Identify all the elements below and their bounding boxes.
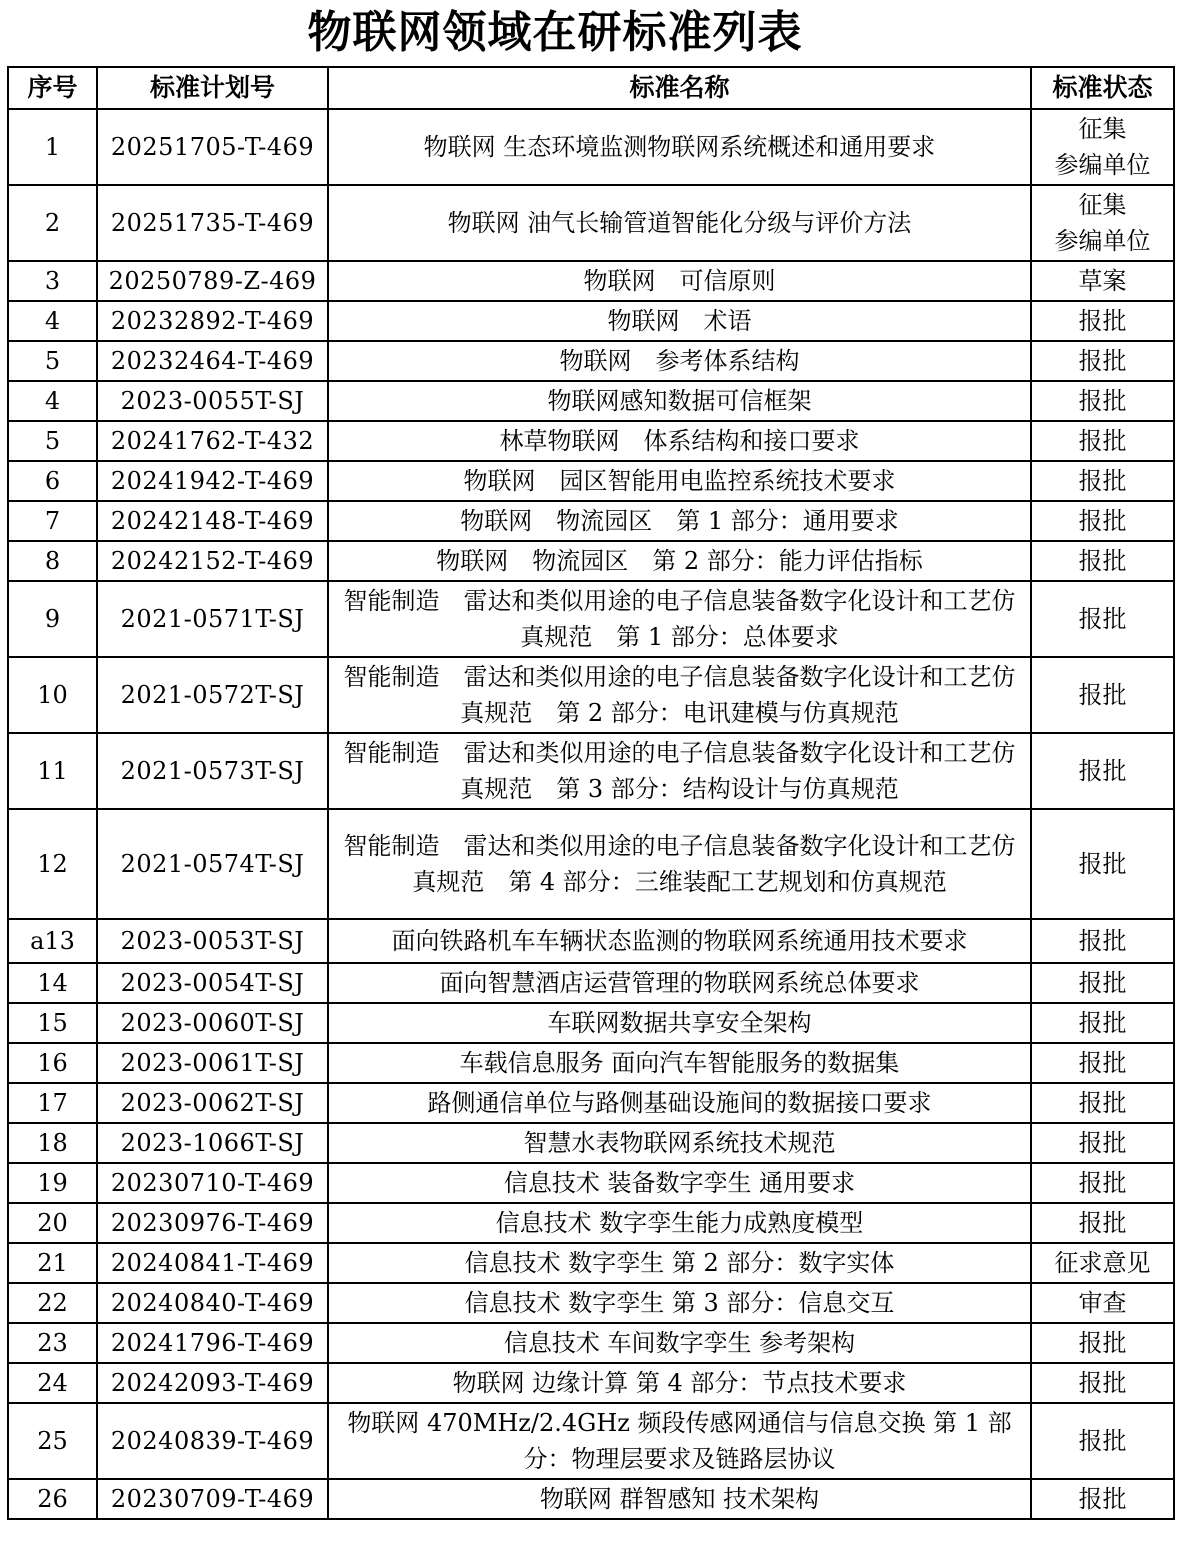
- cell-plan-number: 2023-0061T-SJ: [97, 1043, 328, 1083]
- cell-standard-status: 审查: [1031, 1283, 1174, 1323]
- cell-plan-number: 2021-0574T-SJ: [97, 809, 328, 919]
- cell-standard-status: 报批: [1031, 381, 1174, 421]
- cell-standard-name: 物联网 生态环境监测物联网系统概述和通用要求: [328, 109, 1031, 185]
- cell-index: 10: [8, 657, 97, 733]
- cell-plan-number: 2023-1066T-SJ: [97, 1123, 328, 1163]
- cell-standard-status: 报批: [1031, 809, 1174, 919]
- cell-standard-name: 智慧水表物联网系统技术规范: [328, 1123, 1031, 1163]
- cell-standard-status: 报批: [1031, 501, 1174, 541]
- cell-standard-name: 物联网 群智感知 技术架构: [328, 1479, 1031, 1519]
- cell-plan-number: 20240839-T-469: [97, 1403, 328, 1479]
- table-row: [8, 657, 1174, 733]
- cell-plan-number: 2023-0060T-SJ: [97, 1003, 328, 1043]
- cell-standard-status: 报批: [1031, 1043, 1174, 1083]
- cell-standard-name: 物联网 物流园区 第 2 部分：能力评估指标: [328, 541, 1031, 581]
- header-index: 序号: [8, 67, 97, 109]
- cell-index: 15: [8, 1003, 97, 1043]
- cell-standard-status: 报批: [1031, 1403, 1174, 1479]
- cell-standard-name: 面向智慧酒店运营管理的物联网系统总体要求: [328, 963, 1031, 1003]
- cell-standard-status: 征集 参编单位: [1031, 109, 1174, 185]
- cell-standard-status: 报批: [1031, 919, 1174, 963]
- table-row: [8, 381, 1174, 421]
- table-row: [8, 1283, 1174, 1323]
- cell-index: 12: [8, 809, 97, 919]
- table-body: [8, 109, 1174, 1519]
- cell-plan-number: 2023-0053T-SJ: [97, 919, 328, 963]
- table-row: [8, 1403, 1174, 1479]
- cell-standard-name: 物联网 术语: [328, 301, 1031, 341]
- cell-standard-status: 报批: [1031, 1083, 1174, 1123]
- cell-index: 14: [8, 963, 97, 1003]
- cell-standard-status: 报批: [1031, 1123, 1174, 1163]
- cell-plan-number: 2023-0062T-SJ: [97, 1083, 328, 1123]
- table-row: [8, 1043, 1174, 1083]
- cell-index: 1: [8, 109, 97, 185]
- table-row: [8, 541, 1174, 581]
- cell-standard-name: 物联网感知数据可信框架: [328, 381, 1031, 421]
- cell-standard-status: 报批: [1031, 1479, 1174, 1519]
- table-row: [8, 809, 1174, 919]
- cell-plan-number: 2023-0054T-SJ: [97, 963, 328, 1003]
- cell-plan-number: 20241942-T-469: [97, 461, 328, 501]
- cell-index: 18: [8, 1123, 97, 1163]
- cell-plan-number: 20240841-T-469: [97, 1243, 328, 1283]
- cell-plan-number: 20242148-T-469: [97, 501, 328, 541]
- cell-standard-name: 信息技术 数字孪生 第 3 部分：信息交互: [328, 1283, 1031, 1323]
- table-row: [8, 581, 1174, 657]
- cell-standard-status: 报批: [1031, 1003, 1174, 1043]
- cell-index: 20: [8, 1203, 97, 1243]
- table-row: [8, 461, 1174, 501]
- cell-index: 23: [8, 1323, 97, 1363]
- cell-standard-name: 物联网 可信原则: [328, 261, 1031, 301]
- cell-index: 25: [8, 1403, 97, 1479]
- cell-plan-number: 20230709-T-469: [97, 1479, 328, 1519]
- page-title: 物联网领域在研标准列表: [307, 7, 803, 58]
- cell-index: 4: [8, 381, 97, 421]
- cell-index: 21: [8, 1243, 97, 1283]
- cell-plan-number: 2021-0571T-SJ: [97, 581, 328, 657]
- table-row: [8, 501, 1174, 541]
- cell-standard-status: 报批: [1031, 1363, 1174, 1403]
- table-row: [8, 733, 1174, 809]
- cell-standard-status: 报批: [1031, 341, 1174, 381]
- table-row: [8, 261, 1174, 301]
- cell-standard-name: 信息技术 数字孪生 第 2 部分：数字实体: [328, 1243, 1031, 1283]
- cell-plan-number: 20241762-T-432: [97, 421, 328, 461]
- cell-standard-status: 报批: [1031, 581, 1174, 657]
- cell-plan-number: 20232892-T-469: [97, 301, 328, 341]
- cell-standard-status: 报批: [1031, 461, 1174, 501]
- cell-index: 2: [8, 185, 97, 261]
- cell-index: 22: [8, 1283, 97, 1323]
- cell-standard-status: 报批: [1031, 657, 1174, 733]
- cell-index: 5: [8, 421, 97, 461]
- cell-index: 17: [8, 1083, 97, 1123]
- table-row: [8, 1123, 1174, 1163]
- cell-standard-status: 草案: [1031, 261, 1174, 301]
- cell-index: 26: [8, 1479, 97, 1519]
- cell-plan-number: 2021-0573T-SJ: [97, 733, 328, 809]
- table-row: [8, 185, 1174, 261]
- table-row: [8, 963, 1174, 1003]
- table-row: [8, 1203, 1174, 1243]
- cell-standard-name: 信息技术 装备数字孪生 通用要求: [328, 1163, 1031, 1203]
- table-header-row: [8, 67, 1174, 109]
- cell-index: 19: [8, 1163, 97, 1203]
- cell-plan-number: 20230710-T-469: [97, 1163, 328, 1203]
- cell-standard-name: 面向铁路机车车辆状态监测的物联网系统通用技术要求: [328, 919, 1031, 963]
- header-plan-number: 标准计划号: [97, 67, 328, 109]
- standards-table: [7, 66, 1175, 1520]
- cell-standard-name: 车联网数据共享安全架构: [328, 1003, 1031, 1043]
- cell-standard-name: 智能制造 雷达和类似用途的电子信息装备数字化设计和工艺仿真规范 第 3 部分：结构设计与仿真规范: [328, 733, 1031, 809]
- table-row: [8, 1003, 1174, 1043]
- table-row: [8, 1163, 1174, 1203]
- cell-index: 8: [8, 541, 97, 581]
- cell-standard-status: 征求意见: [1031, 1243, 1174, 1283]
- table-row: [8, 1083, 1174, 1123]
- cell-standard-name: 林草物联网 体系结构和接口要求: [328, 421, 1031, 461]
- cell-standard-name: 物联网 470MHz/2.4GHz 频段传感网通信与信息交换 第 1 部分：物理层要求及链路层协议: [328, 1403, 1031, 1479]
- cell-plan-number: 20230976-T-469: [97, 1203, 328, 1243]
- cell-plan-number: 20250789-Z-469: [97, 261, 328, 301]
- cell-standard-status: 报批: [1031, 421, 1174, 461]
- cell-standard-name: 物联网 参考体系结构: [328, 341, 1031, 381]
- cell-standard-status: 报批: [1031, 1323, 1174, 1363]
- cell-standard-name: 物联网 园区智能用电监控系统技术要求: [328, 461, 1031, 501]
- table-row: [8, 421, 1174, 461]
- table-row: [8, 1243, 1174, 1283]
- cell-index: 4: [8, 301, 97, 341]
- cell-plan-number: 20232464-T-469: [97, 341, 328, 381]
- cell-standard-name: 路侧通信单位与路侧基础设施间的数据接口要求: [328, 1083, 1031, 1123]
- cell-plan-number: 20251705-T-469: [97, 109, 328, 185]
- cell-standard-name: 物联网 边缘计算 第 4 部分：节点技术要求: [328, 1363, 1031, 1403]
- table-row: [8, 1323, 1174, 1363]
- cell-standard-name: 车载信息服务 面向汽车智能服务的数据集: [328, 1043, 1031, 1083]
- cell-index: 5: [8, 341, 97, 381]
- cell-index: 6: [8, 461, 97, 501]
- cell-standard-name: 信息技术 数字孪生能力成熟度模型: [328, 1203, 1031, 1243]
- cell-plan-number: 20251735-T-469: [97, 185, 328, 261]
- cell-standard-status: 报批: [1031, 301, 1174, 341]
- cell-plan-number: 20242152-T-469: [97, 541, 328, 581]
- table-row: [8, 919, 1174, 963]
- header-standard-status: 标准状态: [1031, 67, 1174, 109]
- table-row: [8, 301, 1174, 341]
- cell-plan-number: 2023-0055T-SJ: [97, 381, 328, 421]
- table-row: [8, 341, 1174, 381]
- cell-index: 3: [8, 261, 97, 301]
- cell-standard-name: 智能制造 雷达和类似用途的电子信息装备数字化设计和工艺仿真规范 第 1 部分：总体要求: [328, 581, 1031, 657]
- cell-standard-status: 报批: [1031, 541, 1174, 581]
- cell-index: 7: [8, 501, 97, 541]
- cell-standard-name: 智能制造 雷达和类似用途的电子信息装备数字化设计和工艺仿真规范 第 4 部分：三维装配工艺规划和仿真规范: [328, 809, 1031, 919]
- table-row: [8, 1479, 1174, 1519]
- cell-standard-status: 报批: [1031, 733, 1174, 809]
- cell-index: 24: [8, 1363, 97, 1403]
- cell-index: 16: [8, 1043, 97, 1083]
- cell-standard-status: 报批: [1031, 1203, 1174, 1243]
- cell-standard-status: 报批: [1031, 1163, 1174, 1203]
- cell-standard-name: 信息技术 车间数字孪生 参考架构: [328, 1323, 1031, 1363]
- cell-standard-status: 征集 参编单位: [1031, 185, 1174, 261]
- cell-index: a13: [8, 919, 97, 963]
- cell-index: 11: [8, 733, 97, 809]
- header-standard-name: 标准名称: [328, 67, 1031, 109]
- table-row: [8, 1363, 1174, 1403]
- cell-plan-number: 2021-0572T-SJ: [97, 657, 328, 733]
- cell-plan-number: 20242093-T-469: [97, 1363, 328, 1403]
- table-row: [8, 109, 1174, 185]
- cell-plan-number: 20240840-T-469: [97, 1283, 328, 1323]
- cell-standard-name: 智能制造 雷达和类似用途的电子信息装备数字化设计和工艺仿真规范 第 2 部分：电讯建模与仿真规范: [328, 657, 1031, 733]
- cell-standard-name: 物联网 油气长输管道智能化分级与评价方法: [328, 185, 1031, 261]
- cell-plan-number: 20241796-T-469: [97, 1323, 328, 1363]
- cell-standard-name: 物联网 物流园区 第 1 部分：通用要求: [328, 501, 1031, 541]
- cell-standard-status: 报批: [1031, 963, 1174, 1003]
- cell-index: 9: [8, 581, 97, 657]
